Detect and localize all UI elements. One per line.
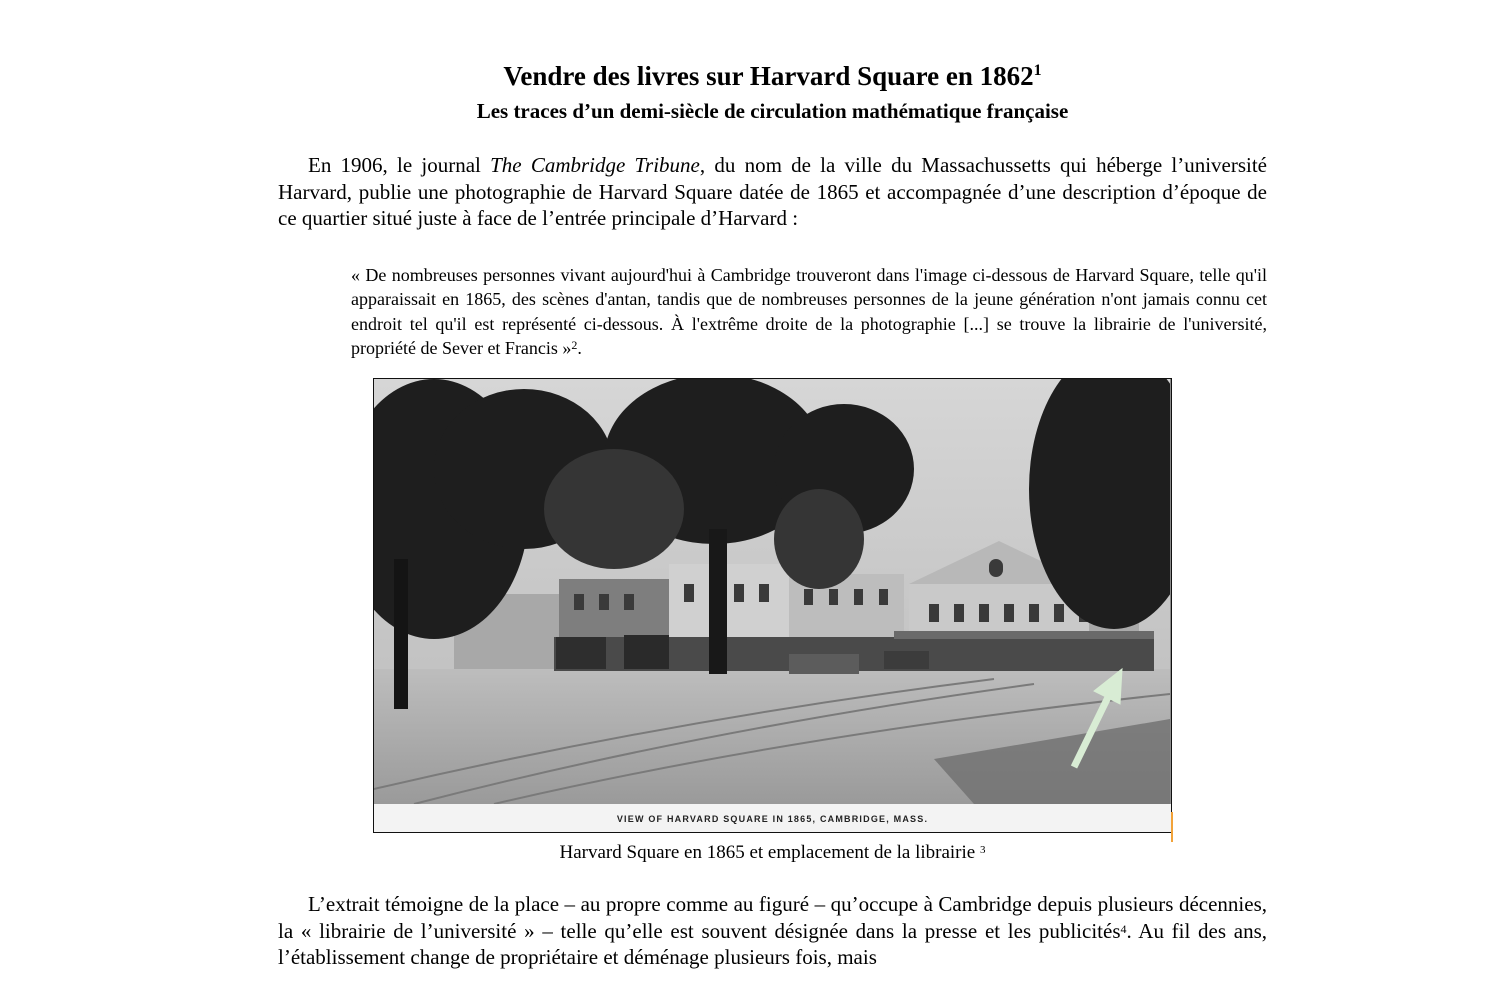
para2-text-start: L’extrait témoigne de la place – au propre comme au figuré – qu’occupe à Cambridge depuis plusieurs décennies, la « librairie de l’université » – telle qu’elle est souvent désignée dans la presse et les publicités xyxy=(278,892,1267,943)
footnote-ref-1[interactable]: 1 xyxy=(1033,62,1042,79)
document-subtitle: Les traces d’un demi-siècle de circulation mathématique française xyxy=(476,99,1069,123)
para1-text-start: En 1906, le journal xyxy=(308,153,491,177)
quote-end: . xyxy=(577,338,582,358)
text-cursor xyxy=(1171,812,1173,842)
paragraph-intro xyxy=(278,152,1267,232)
para1-text-end: , du nom de la ville du Massachussetts qui héberge l’université Harvard, publie une photographie de Harvard Square datée de 1865 et accompagnée d’une description d’époque de ce quartier situé juste à face de l’entrée principale d’Harvard : xyxy=(278,153,1267,230)
figure-caption-text: Harvard Square en 1865 et emplacement de la librairie xyxy=(559,842,980,863)
figure-caption xyxy=(278,840,1267,866)
footnote-ref-3[interactable]: 3 xyxy=(979,844,986,856)
photo-illustration xyxy=(374,379,1170,831)
document-title xyxy=(278,56,1267,96)
harvard-square-photo xyxy=(373,378,1172,833)
footnote-ref-2[interactable]: 2 xyxy=(571,338,578,352)
title-text: Vendre des livres sur Harvard Square en 1862 xyxy=(503,61,1034,91)
footnote-ref-4[interactable]: 4 xyxy=(1120,921,1127,936)
paragraph-after-figure-wrap xyxy=(278,891,1267,971)
quote-text: « De nombreuses personnes vivant aujourd'hui à Cambridge trouveront dans l'image ci-dessous de Harvard Square, telle qu'il apparaissait en 1865, des scènes d'antan, tandis que de nombreuses personnes de la jeune génération n'ont jamais connu cet endroit tel qu'il est représenté ci-dessous. À l'extrême droite de la photographie [...] se trouve la librairie de l'université, propriété de Sever et Francis » xyxy=(351,264,1267,358)
para2-text-end: . Au fil des ans, l’établissement change de propriétaire et déménage plusieurs fois, mais xyxy=(278,918,1267,969)
paragraph-after-figure xyxy=(278,891,1267,971)
photo-printed-caption: VIEW OF HARVARD SQUARE IN 1865, CAMBRIDGE, MASS. xyxy=(374,804,1171,832)
block-quote xyxy=(351,263,1267,361)
journal-name: The Cambridge Tribune xyxy=(490,153,700,177)
document-page xyxy=(278,56,1267,361)
